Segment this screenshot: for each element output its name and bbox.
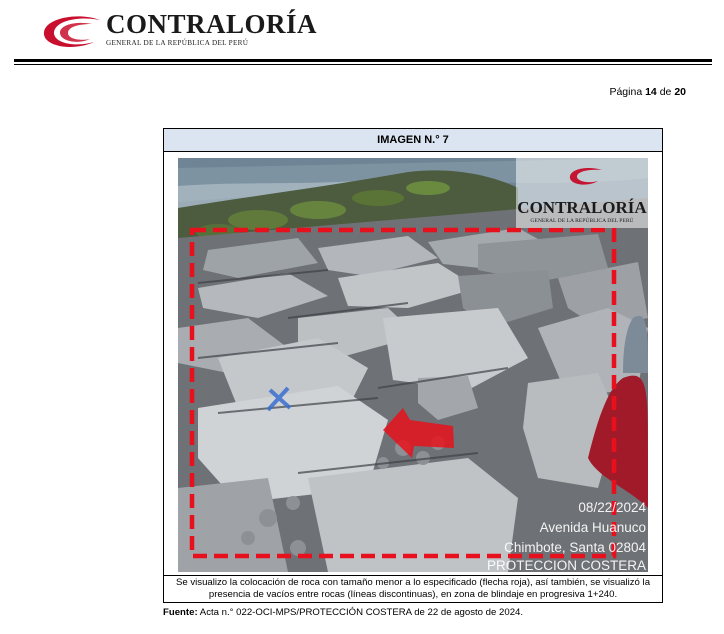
watermark-subtitle: GENERAL DE LA REPÚBLICA DEL PERÚ [530,218,634,224]
page-current: 14 [645,86,657,98]
figure-source [163,607,523,618]
page-label: Página [609,86,643,98]
figure-caption: Se visualizo la colocación de roca con tamaño menor a lo especificado (flecha roja), así también, se visualizó la presencia de vacíos entre rocas (líneas discontinuas), en zona de blindaje en progresiva 1+240. [164,575,662,603]
watermark-title: CONTRALORÍA [517,198,647,217]
stamp-project: PROTECCION COSTERA [486,558,646,572]
figure-photo [178,158,648,572]
header-rule-thick [14,59,712,62]
source-label: Fuente: [163,607,198,618]
page-total: 20 [674,86,686,98]
stamp-date: 08/22/2024 [578,500,646,515]
figure-box [163,128,663,603]
page-of: de [659,86,672,98]
figure-title: IMAGEN N.° 7 [164,129,662,152]
source-text: Acta n.° 022-OCI-MPS/PROTECCIÓN COSTERA de 22 de agosto de 2024. [197,607,524,618]
contraloria-swoosh-icon [38,10,108,50]
logo-title: CONTRALORÍA [106,9,318,39]
stamp-city: Chimbote, Santa 02804 [504,540,646,555]
photo-rocks-illustration [178,158,648,572]
contraloria-logo [38,8,318,52]
page-number [609,86,686,98]
logo-subtitle: GENERAL DE LA REPÚBLICA DEL PERÚ [106,39,249,47]
stamp-street: Avenida Huanuco [539,520,646,535]
header-rule-thin [14,64,712,65]
